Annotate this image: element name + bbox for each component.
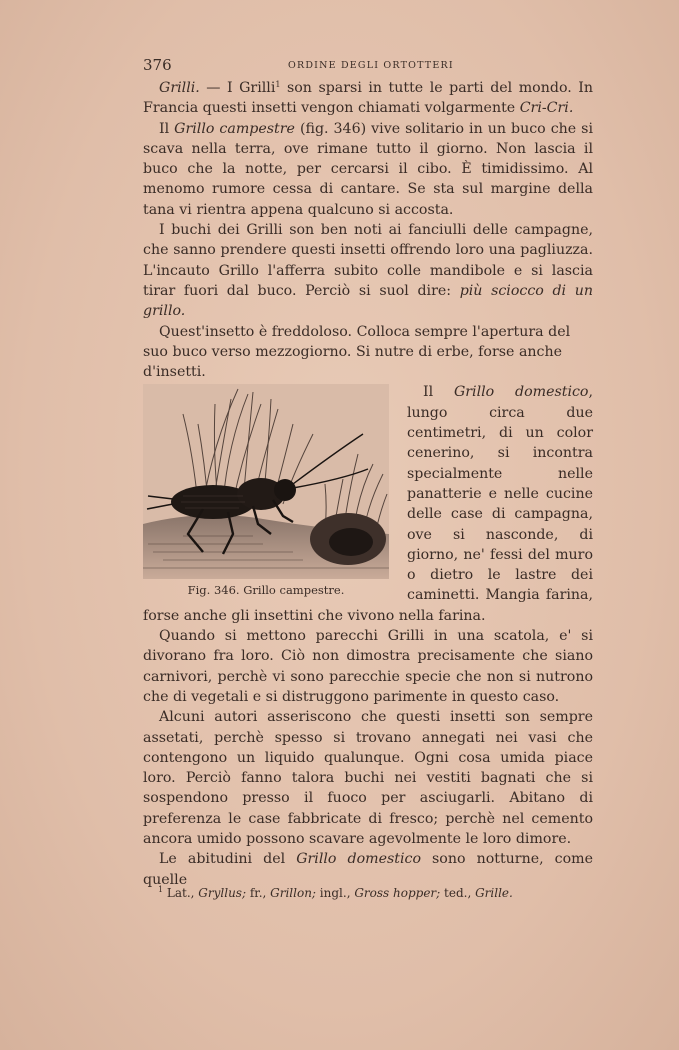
page-number: 376 xyxy=(143,56,172,74)
running-head: ORDINE DEGLI ORTOTTERI xyxy=(288,60,454,71)
main-text xyxy=(143,78,593,890)
paragraph-grillo-campestre: Il Grillo campestre (fig. 346) vive solitario in un buco che si scava nella terra, ove rimane tutto il giorno. Non lascia il buco che la notte, per cercarsi il cibo. È timidissimo. Al menomo rumore cessa di cantare. Se sta sul margine della tana vi rientra appena qualcuno si accosta. xyxy=(143,120,594,218)
paragraph-grilli: Grilli. — I Grilli$^1$ son sparsi in tutte le parti del mondo. In Francia questi insetti vengon chiamati volgarmente Cri-Cri. xyxy=(143,80,593,117)
paragraph-buchi: I buchi dei Grilli son ben noti ai fanciulli delle campagne, che sanno prendere questi insetti offrendo loro una pagliuzza. L'incauto Grillo l'afferra subito colle mandibole e si lascia tirar fuori dal buco. Perciò si suol dire: più sciocco di un grillo. xyxy=(143,222,593,320)
cricket-engraving xyxy=(143,384,389,579)
paragraph-grillo-domestico: Il Grillo domestico, lungo circa due centimetri, di un color cenerino, si incontra specialmente nelle panatterie e nelle cucine delle case di campagna, ove si nasconde, di giorno, ne' fessi del muro o dietro le lastre dei caminetti. Mangia farina, forse anche gli insettini che vivono nella farina. xyxy=(143,384,593,624)
footnote-ref: 1 xyxy=(275,80,281,89)
footnote: $^1$ Lat., Gryllus; fr., Grillon; ingl., Gross hopper; ted., Grille. xyxy=(158,885,513,900)
figure-caption: Fig. 346. Grillo campestre. xyxy=(187,583,345,598)
paragraph-abitudini: Le abitudini del Grillo domestico sono notturne, come quelle xyxy=(143,851,593,888)
section-title: Grilli. xyxy=(159,80,200,96)
page-header xyxy=(143,56,593,76)
figure-346 xyxy=(143,384,389,597)
footnote-marker: 1 xyxy=(158,885,164,894)
paragraph-assetati: Alcuni autori asseriscono che questi insetti son sempre assetati, perchè spesso si trovano annegati nei vasi che contengono un liquido qualunque. Ogni cosa umida piace loro. Perciò fanno talora buchi nei vestiti bagnati che si sospendono presso il fuoco per asciugarli. Abitano di preferenza le case fabbricate di fresco; perchè nel cemento ancora umido possono scavare agevolmente le loro dimore. xyxy=(143,709,593,847)
paragraph-scatola: Quando si mettono parecchi Grilli in una scatola, e' si divorano fra loro. Ciò non dimostra precisamente che siano carnivori, perchè vi sono parecchie specie che non si nutrono che di vegetali e si distruggono parimente in questo caso. xyxy=(143,628,593,705)
paragraph-freddoloso: Quest'insetto è freddoloso. Colloca sempre l'apertura del suo buco verso mezzogiorno. Si nutre di erbe, forse anche d'insetti. xyxy=(143,323,571,381)
